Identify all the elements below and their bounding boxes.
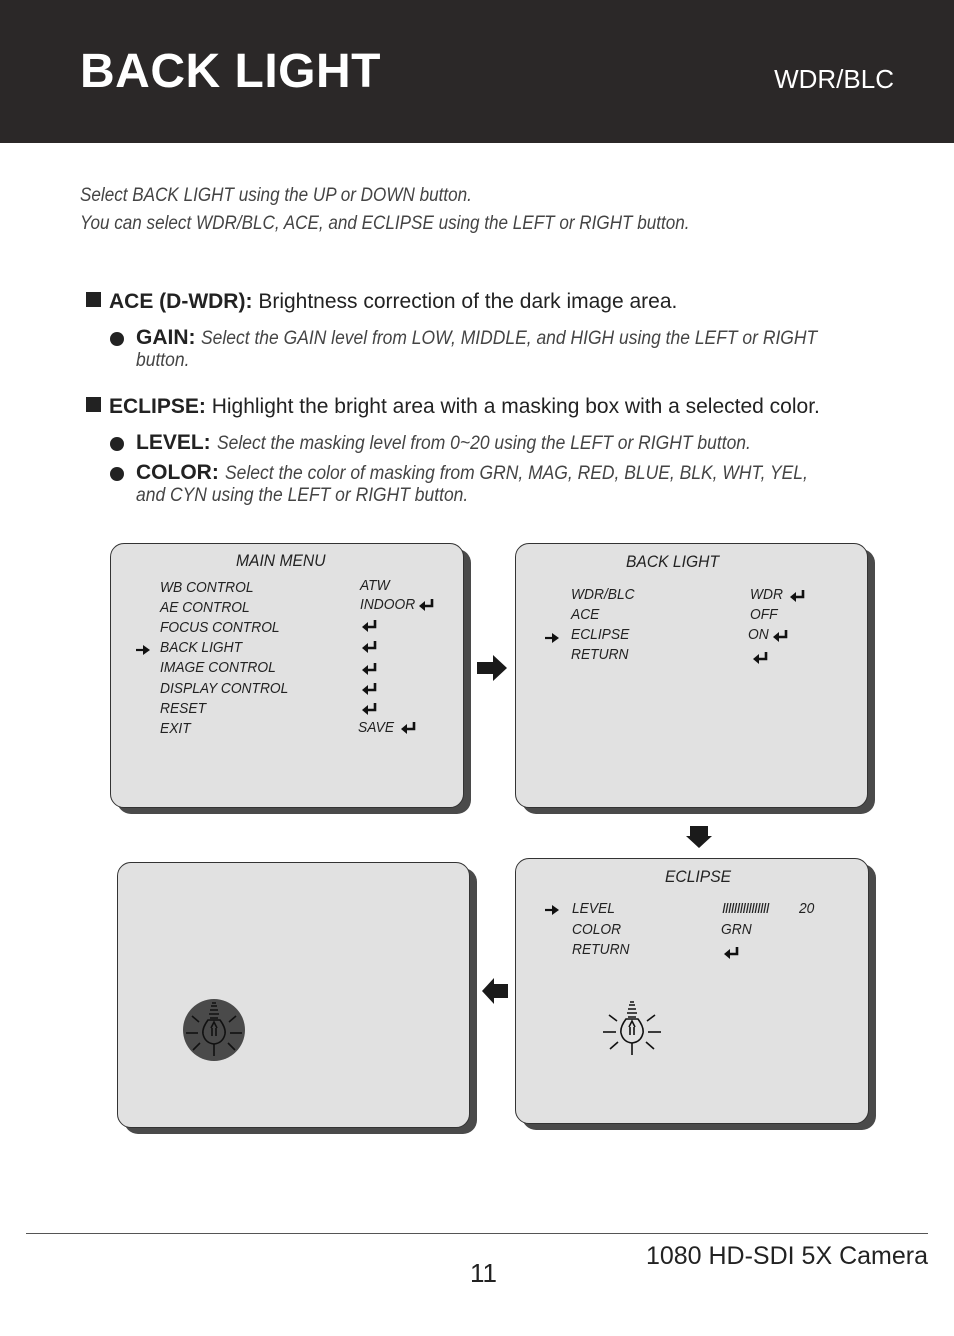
enter-icon — [772, 629, 790, 643]
menu-item-ae-control: AE CONTROL — [160, 599, 250, 616]
light-bulb-icon — [601, 997, 663, 1059]
color-description: Select the color of masking from GRN, MAG, RED, BLUE, BLK, WHT, YEL, — [224, 463, 808, 484]
menu-item-focus-control: FOCUS CONTROL — [160, 619, 280, 636]
square-bullet-icon — [86, 397, 101, 412]
gain-bullet — [110, 326, 890, 372]
enter-icon — [752, 651, 770, 665]
exit-value: SAVE — [358, 719, 395, 736]
eclipse-heading — [86, 395, 820, 419]
color-bullet — [110, 461, 890, 507]
eclipse-value: ON — [748, 626, 769, 643]
eclipse-label: ECLIPSE: — [109, 395, 206, 418]
eclipse-description: Highlight the bright area with a masking box with a selected color. — [211, 395, 820, 418]
menu-item-wb-control: WB CONTROL — [160, 579, 254, 596]
menu-item-exit: EXIT — [160, 720, 191, 737]
menu-item-return: RETURN — [572, 941, 630, 958]
intro-line-1: Select BACK LIGHT using the UP or DOWN button. — [80, 185, 472, 206]
arrow-left-icon — [481, 977, 509, 1005]
page-title: BACK LIGHT — [80, 45, 381, 98]
section-subtitle: WDR/BLC — [774, 64, 894, 94]
round-bullet-icon — [110, 437, 124, 451]
back-light-screen — [515, 543, 868, 808]
gain-description: Select the GAIN level from LOW, MIDDLE, and HIGH using the LEFT or RIGHT — [201, 328, 818, 349]
square-bullet-icon — [86, 292, 101, 307]
back-light-title: BACK LIGHT — [626, 552, 720, 571]
selection-pointer-icon — [544, 632, 560, 644]
level-bar: IIIIIIIIIIIIIIII — [722, 900, 769, 917]
enter-icon — [418, 598, 436, 612]
menu-item-eclipse: ECLIPSE — [571, 626, 630, 643]
round-bullet-icon — [110, 332, 124, 346]
menu-item-back-light: BACK LIGHT — [160, 639, 243, 656]
main-menu-screen — [110, 543, 464, 808]
wb-value: ATW — [360, 577, 390, 594]
level-label: LEVEL: — [136, 431, 211, 454]
intro-line-2: You can select WDR/BLC, ACE, and ECLIPSE using the LEFT or RIGHT button. — [80, 213, 690, 234]
ace-value: OFF — [750, 606, 778, 623]
color-value: GRN — [721, 921, 752, 938]
page-header — [0, 0, 954, 143]
enter-icon — [361, 619, 379, 633]
level-value: 20 — [799, 900, 815, 917]
enter-icon — [723, 946, 741, 960]
eclipse-title: ECLIPSE — [665, 867, 732, 886]
arrow-down-icon — [685, 825, 713, 849]
ace-description: Brightness correction of the dark image area. — [258, 290, 678, 313]
main-menu-title: MAIN MENU — [236, 551, 326, 570]
menu-item-return: RETURN — [571, 646, 629, 663]
product-name: 1080 HD-SDI 5X Camera — [645, 1242, 928, 1270]
gain-label: GAIN: — [136, 326, 196, 349]
enter-icon — [361, 702, 379, 716]
menu-item-ace: ACE — [571, 606, 600, 623]
result-screen — [117, 862, 470, 1128]
footer-divider — [26, 1233, 928, 1234]
ace-label: ACE (D-WDR): — [109, 290, 253, 313]
enter-icon — [361, 640, 379, 654]
color-description-cont: and CYN using the LEFT or RIGHT button. — [136, 485, 469, 506]
masked-light-bulb-icon — [182, 998, 246, 1062]
page-number: 11 — [470, 1258, 497, 1288]
menu-item-image-control: IMAGE CONTROL — [160, 659, 276, 676]
gain-description-cont: button. — [136, 350, 190, 371]
menu-item-display-control: DISPLAY CONTROL — [160, 680, 289, 697]
selection-pointer-icon — [135, 644, 151, 656]
menu-item-reset: RESET — [160, 700, 207, 717]
ace-heading — [86, 290, 677, 314]
menu-item-level: LEVEL — [572, 900, 615, 917]
color-label: COLOR: — [136, 461, 219, 484]
enter-icon — [361, 682, 379, 696]
menu-item-color: COLOR — [572, 921, 622, 938]
enter-icon — [400, 721, 418, 735]
enter-icon — [789, 589, 807, 603]
enter-icon — [361, 662, 379, 676]
eclipse-screen — [515, 858, 869, 1124]
intro-text — [80, 182, 690, 238]
level-description: Select the masking level from 0~20 using the LEFT or RIGHT button. — [216, 433, 751, 454]
arrow-right-icon — [475, 653, 509, 683]
selection-pointer-icon — [544, 904, 560, 916]
wdr-blc-value: WDR — [750, 586, 783, 603]
level-bullet — [110, 431, 890, 455]
round-bullet-icon — [110, 467, 124, 481]
menu-item-wdr-blc: WDR/BLC — [571, 586, 635, 603]
ae-value: INDOOR — [360, 596, 416, 613]
